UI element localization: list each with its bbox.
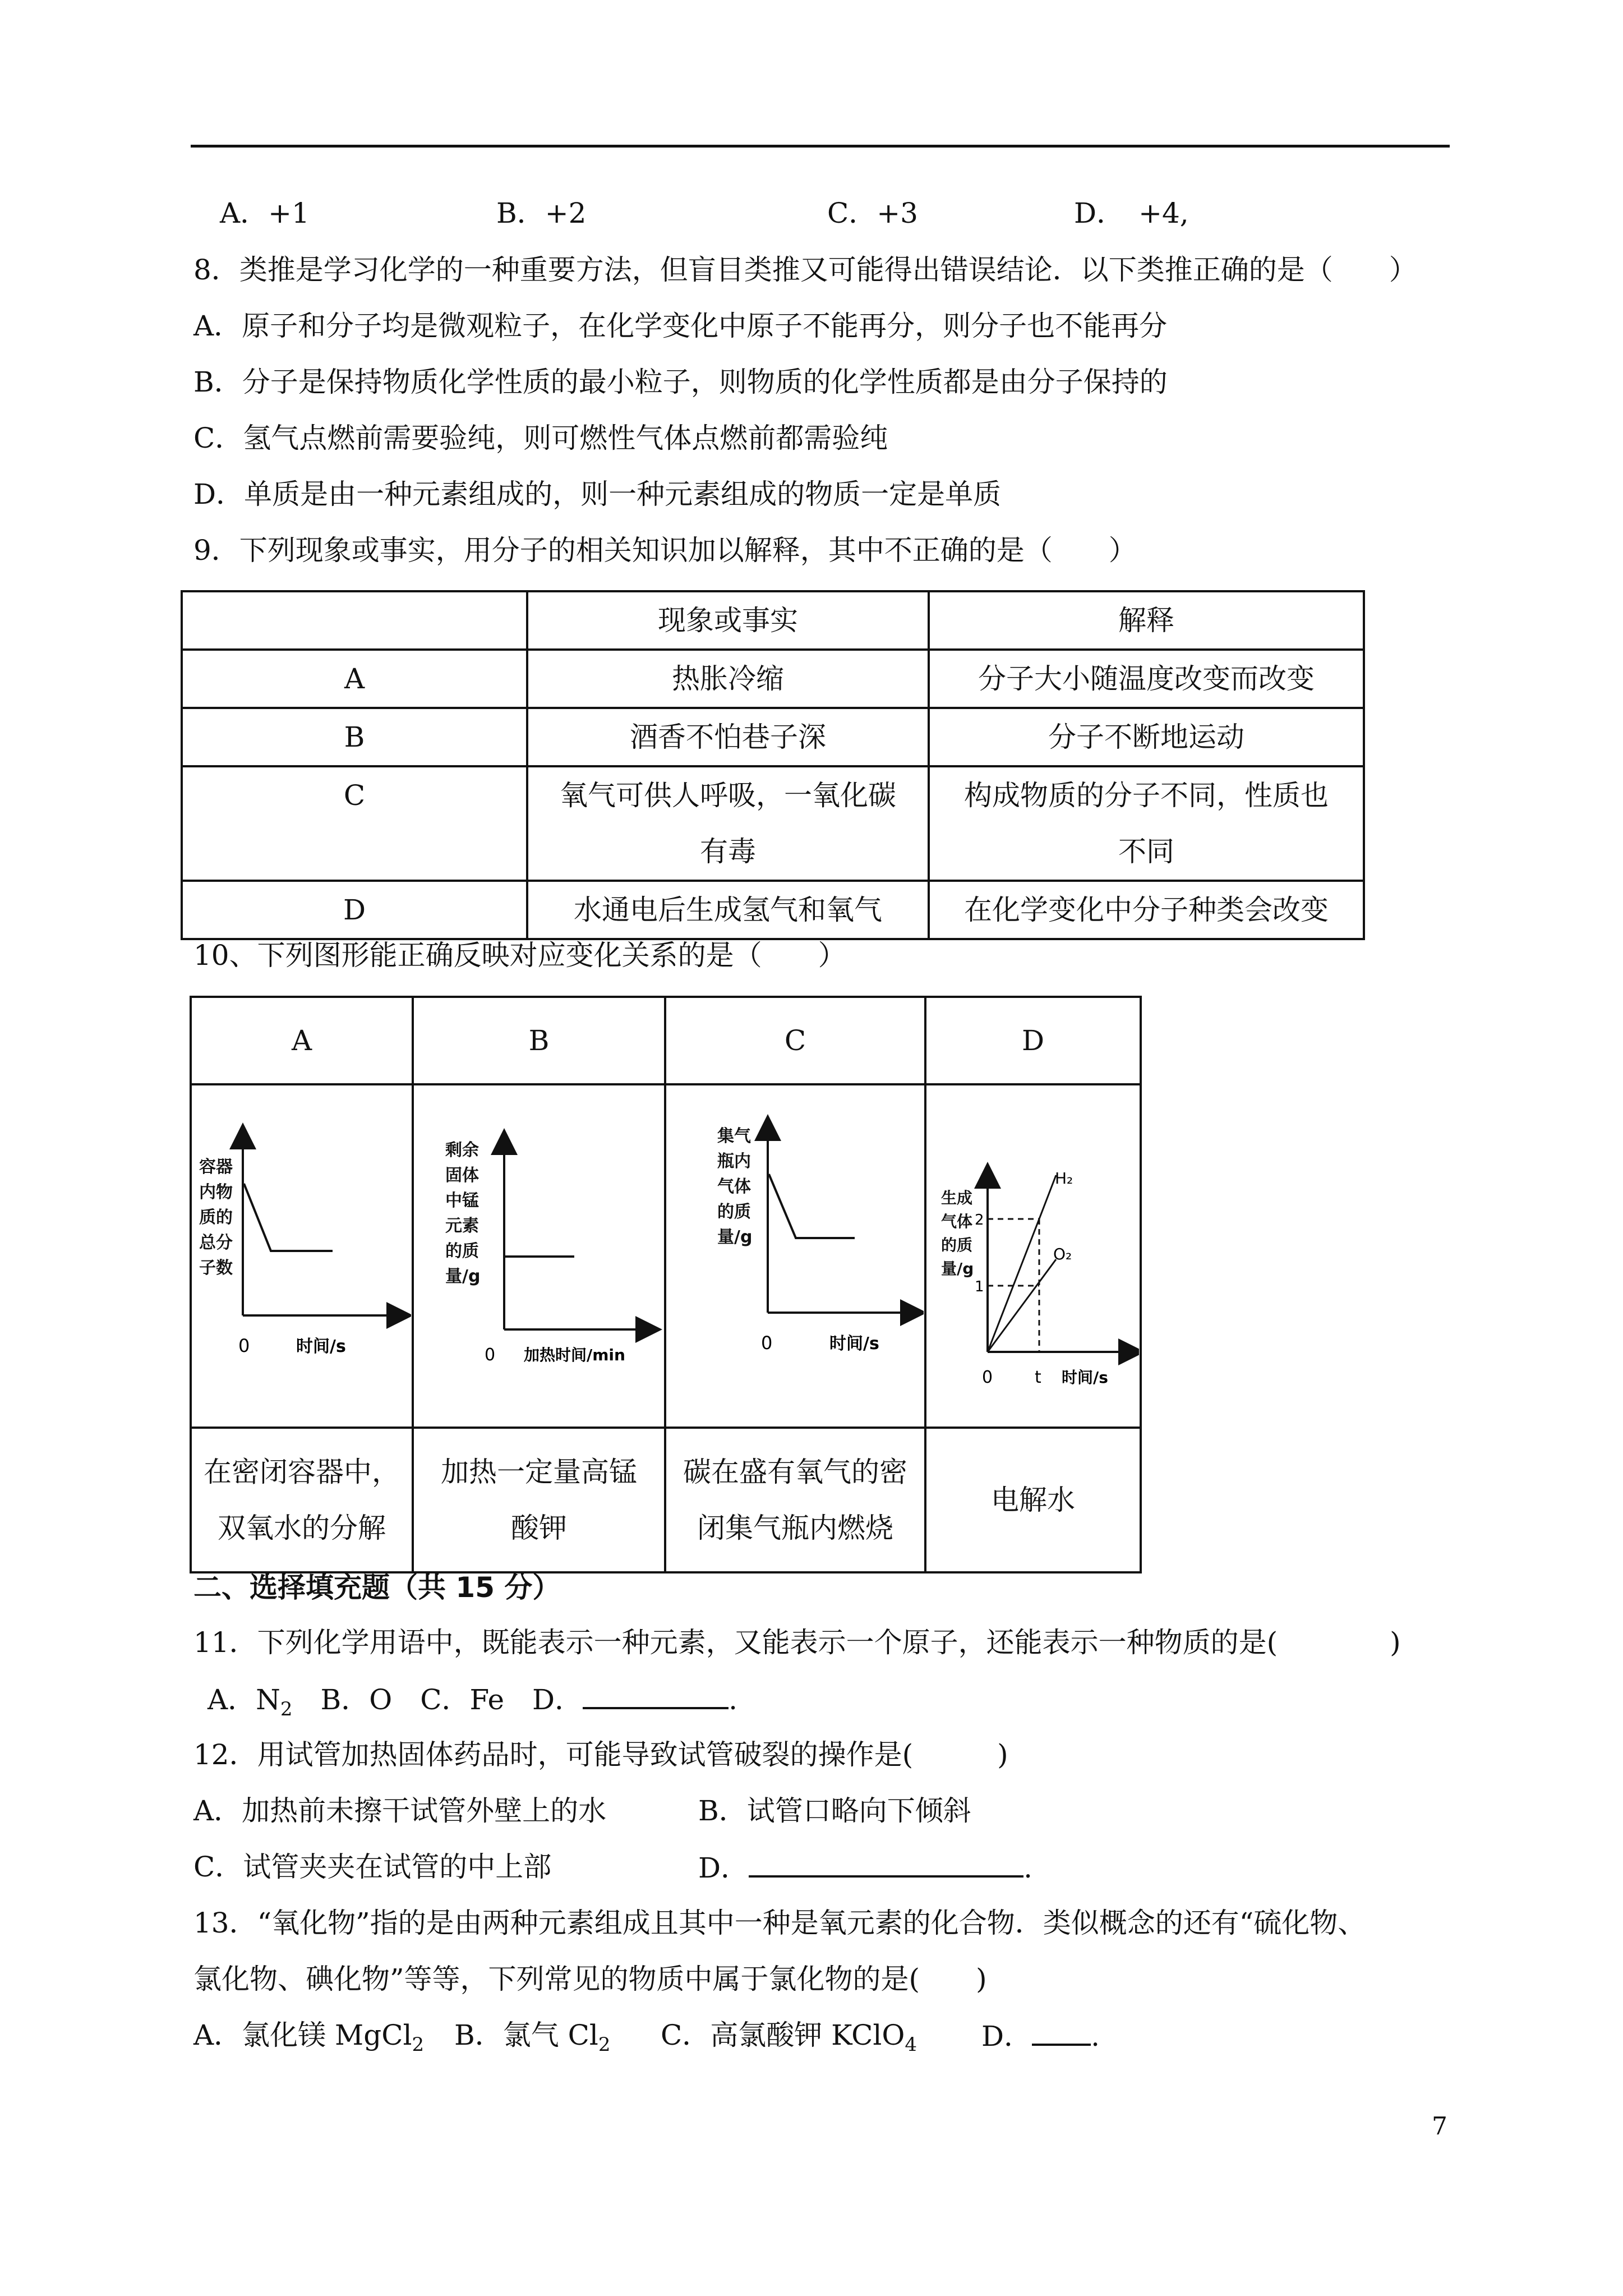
graph-a — [192, 1085, 411, 1420]
graph-b-ylabel: 元素 — [445, 1216, 479, 1236]
q10-graph-cell-a — [191, 1084, 413, 1428]
q13-line2: 氯化物、碘化物”等等，下列常见的物质中属于氯化物的是( ) — [193, 1963, 987, 1995]
q9-header-blank — [182, 591, 527, 650]
q12-option-b: B．试管口略向下倾斜 — [698, 1795, 971, 1827]
q12-answer-blank[interactable] — [749, 1847, 1023, 1878]
q13-option-a — [193, 2016, 424, 2064]
graph-a-ylabel: 质的 — [199, 1208, 233, 1227]
graph-d-ylabel: 生成 — [941, 1189, 973, 1207]
table-row — [182, 708, 1364, 766]
graph-d-tick-1: 1 — [975, 1278, 984, 1295]
q12-option-c: C．试管夹夹在试管的中上部 — [193, 1851, 552, 1883]
graph-c-ylabel: 集气 — [717, 1126, 751, 1146]
graph-b-ylabel: 中锰 — [445, 1191, 479, 1211]
graph-c-ylabel: 气体 — [717, 1177, 751, 1197]
q9-stem: 9．下列现象或事实，用分子的相关知识加以解释，其中不正确的是（ ） — [193, 534, 1137, 567]
graph-a-ylabel: 总分 — [199, 1233, 233, 1253]
q13-option-b-subscript: 2 — [598, 2033, 611, 2056]
q9-row-explain: 在化学变化中分子种类会改变 — [929, 881, 1364, 939]
caption-line: 闭集气瓶内燃烧 — [697, 1512, 893, 1544]
table-row — [182, 591, 1364, 650]
q9-row-explain-line: 构成物质的分子不同，性质也 — [964, 779, 1329, 812]
graph-c-xlabel: 时间/s — [829, 1334, 879, 1354]
graph-a-curve — [244, 1184, 333, 1251]
q10-caption-d — [925, 1428, 1141, 1572]
q9-row-label: C — [182, 766, 527, 881]
q9-row-label: B — [182, 708, 527, 766]
graph-a-ylabel: 内物 — [199, 1182, 233, 1202]
graph-b — [414, 1085, 663, 1420]
graph-d-ylabel: 的质 — [941, 1236, 973, 1254]
q10-header-c: C — [665, 997, 925, 1084]
table-row — [182, 650, 1364, 708]
graph-b-ylabel: 剩余 — [445, 1140, 479, 1160]
q13-option-a-subscript: 2 — [412, 2033, 425, 2056]
q13-line1: 13．“氧化物”指的是由两种元素组成且其中一种是氧元素的化合物．类似概念的还有“硫化物、 — [193, 1907, 1366, 1939]
q10-header-b: B — [413, 997, 665, 1084]
q13-option-c-text: C．高氯酸钾 KClO — [661, 2019, 905, 2051]
q8-stem: 8．类推是学习化学的一种重要方法，但盲目类推又可能得出错误结论．以下类推正确的是（ ） — [193, 254, 1417, 286]
graph-a-origin: 0 — [238, 1335, 250, 1356]
q7-option-c: C．+3 — [827, 197, 918, 229]
q8-option-c: C．氢气点燃前需要验纯，则可燃性气体点燃前都需验纯 — [193, 422, 888, 454]
q9-row-fact — [527, 766, 929, 881]
table-row — [191, 1428, 1141, 1572]
q9-row-explain-line: 不同 — [1118, 835, 1174, 868]
q9-row-explain: 分子不断地运动 — [929, 708, 1364, 766]
graph-d — [927, 1085, 1139, 1420]
graph-c-ylabel: 量/g — [717, 1227, 753, 1247]
graph-d-origin: 0 — [982, 1368, 993, 1387]
q8-option-a: A．原子和分子均是微观粒子，在化学变化中原子不能再分，则分子也不能再分 — [193, 310, 1168, 342]
q9-header-fact: 现象或事实 — [527, 591, 929, 650]
q7-option-d: D． +4, — [1074, 197, 1189, 229]
q9-table — [181, 590, 1365, 940]
graph-b-ylabel: 的质 — [445, 1241, 479, 1261]
graph-c-curve — [769, 1174, 855, 1238]
q9-row-fact: 酒香不怕巷子深 — [527, 708, 929, 766]
q10-caption-b — [413, 1428, 665, 1572]
graph-c-ylabel: 的质 — [717, 1202, 751, 1222]
q9-row-fact: 水通电后生成氢气和氧气 — [527, 881, 929, 939]
graph-d-ylabel: 气体 — [941, 1212, 973, 1231]
graph-d-xlabel: 时间/s — [1062, 1368, 1108, 1387]
graph-d-o2-label: O₂ — [1053, 1245, 1072, 1263]
graph-a-ylabel: 子数 — [199, 1258, 233, 1278]
q13-option-d-label: D． — [981, 2020, 1032, 2053]
q11-stem: 11．下列化学用语中，既能表示一种元素，又能表示一个原子，还能表示一种物质的是( ) — [193, 1626, 1401, 1659]
q13-option-c — [661, 2016, 917, 2064]
q9-row-fact-line: 氧气可供人呼吸，一氧化碳 — [560, 779, 896, 812]
q12-end: . — [1023, 1852, 1032, 1884]
q10-header-d: D — [925, 997, 1141, 1084]
caption-line: 加热一定量高锰 — [441, 1456, 637, 1488]
graph-d-tick-2: 2 — [975, 1212, 984, 1228]
q10-caption-c — [665, 1428, 925, 1572]
graph-c-origin: 0 — [761, 1332, 773, 1354]
graph-b-xlabel: 加热时间/min — [524, 1346, 625, 1364]
q11-option-a-subscript: 2 — [280, 1698, 293, 1720]
q9-header-explain: 解释 — [929, 591, 1364, 650]
q13-answer-blank[interactable] — [1032, 2016, 1091, 2046]
graph-c-ylabel: 瓶内 — [717, 1152, 751, 1171]
caption-line: 双氧水的分解 — [218, 1512, 386, 1544]
q8-option-b: B．分子是保持物质化学性质的最小粒子，则物质的化学性质都是由分子保持的 — [193, 366, 1168, 398]
q9-row-fact-line: 有毒 — [700, 835, 756, 868]
q9-row-fact: 热胀冷缩 — [527, 650, 929, 708]
table-row — [191, 1084, 1141, 1428]
graph-b-ylabel: 固体 — [445, 1166, 479, 1185]
graph-b-origin: 0 — [485, 1345, 496, 1365]
q13-option-b-text: B．氯气 Cl — [454, 2019, 598, 2051]
q13-option-a-text: A．氯化镁 MgCl — [193, 2019, 412, 2051]
caption-line: 电解水 — [991, 1484, 1075, 1516]
graph-d-t: t — [1035, 1368, 1041, 1387]
graph-a-ylabel: 容器 — [199, 1157, 233, 1177]
graph-d-o2-line — [988, 1259, 1056, 1352]
q10-graph-cell-c — [665, 1084, 925, 1428]
q11-options-rest: B．O C．Fe D． — [292, 1683, 583, 1716]
table-row — [191, 997, 1141, 1084]
page-number: 7 — [1432, 2112, 1447, 2141]
header-rule — [191, 145, 1450, 148]
q12-stem: 12．用试管加热固体药品时，可能导致试管破裂的操作是( ) — [193, 1738, 1008, 1771]
q11-options — [208, 1679, 737, 1729]
q9-row-explain: 分子大小随温度改变而改变 — [929, 650, 1364, 708]
q12-option-d — [698, 1847, 1032, 1888]
q10-graph-cell-b — [413, 1084, 665, 1428]
graph-b-ylabel: 量/g — [445, 1267, 481, 1286]
q10-graph-cell-d — [925, 1084, 1141, 1428]
graph-d-h2-line — [1039, 1175, 1056, 1219]
table-row — [182, 766, 1364, 881]
q9-row-label: A — [182, 650, 527, 708]
graph-a-xlabel: 时间/s — [296, 1337, 346, 1356]
q10-caption-a — [191, 1428, 413, 1572]
q10-stem: 10、下列图形能正确反映对应变化关系的是（ ） — [193, 939, 846, 972]
q11-option-a: A．N — [208, 1683, 280, 1716]
q7-option-b: B．+2 — [496, 197, 587, 229]
q13-option-b — [454, 2016, 611, 2064]
graph-c — [667, 1085, 924, 1420]
q9-row-explain — [929, 766, 1364, 881]
caption-line: 碳在盛有氧气的密 — [683, 1456, 907, 1488]
q11-answer-blank[interactable] — [583, 1679, 728, 1709]
graph-d-h2-label: H₂ — [1055, 1169, 1073, 1188]
q11-end: . — [728, 1683, 738, 1716]
table-row — [182, 881, 1364, 939]
q10-header-a: A — [191, 997, 413, 1084]
q7-option-a: A．+1 — [220, 197, 310, 229]
q13-option-c-subscript: 4 — [905, 2033, 917, 2056]
q12-option-a: A．加热前未擦干试管外壁上的水 — [193, 1795, 607, 1827]
q13-option-d — [981, 2016, 1100, 2056]
q8-option-d: D．单质是由一种元素组成的，则一种元素组成的物质一定是单质 — [193, 478, 1002, 510]
q12-option-d-label: D． — [698, 1852, 749, 1884]
caption-line: 在密闭容器中， — [204, 1456, 400, 1488]
graph-d-ylabel: 量/g — [941, 1259, 974, 1278]
section2-heading: 二、选择填充题（共 15 分） — [193, 1571, 561, 1604]
q9-row-label: D — [182, 881, 527, 939]
q10-table — [190, 996, 1142, 1573]
q13-end: . — [1091, 2020, 1100, 2053]
caption-line: 酸钾 — [511, 1512, 567, 1544]
